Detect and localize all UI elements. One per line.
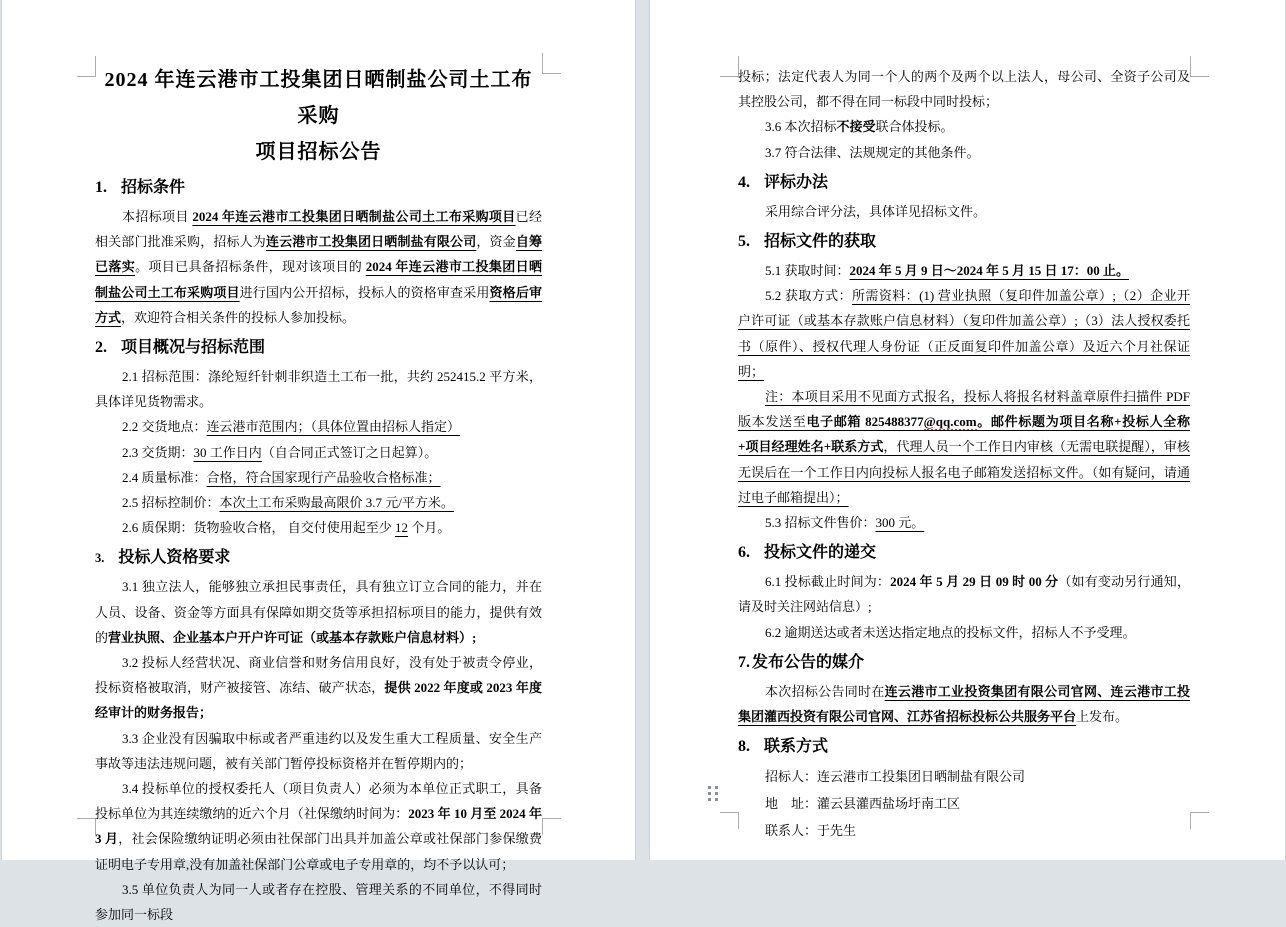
text-run: 电子邮箱 825488377 — [806, 414, 924, 430]
section-number: 6. — [738, 544, 750, 562]
section-number: 4. — [738, 173, 750, 191]
section-number: 2. — [95, 339, 107, 357]
page-1[interactable] — [1, 0, 636, 923]
text-run: 2.5 招标控制价： — [122, 495, 220, 511]
text-run: 2.6 质保期：货物验收合格， 自交付使用起至少 — [122, 520, 396, 536]
text-run: 本招标项目 — [122, 209, 193, 224]
section-heading-2 — [95, 334, 542, 362]
text-run: 上发布。 — [1076, 709, 1129, 725]
text-run: （如有变动另行通知，请及时关注网站信息）; — [738, 574, 1190, 615]
paragraph-3-5 — [95, 877, 542, 927]
text-run: 2024 年 5 月 9 日～2024 年 5 月 15 日 17：00 止。 — [849, 263, 1130, 279]
text-run: 2024 年 5 月 29 日 09 时 00 分 — [890, 574, 1059, 590]
margin-crop-mark — [77, 818, 96, 835]
paragraph-2-1 — [95, 364, 542, 414]
text-run: 3.2 投标人经营状况、商业信誉和财务信用良好，没有处于被责令停业，投标资格被取消，财产被接管、冻结、破产状态， — [95, 655, 542, 696]
text-run: 联系人：于先生 — [765, 823, 857, 839]
text-run: 30 工作日内 — [193, 444, 262, 460]
paragraph-3-2 — [95, 650, 542, 726]
text-run: 注：本项目采用不见面方式报名，投标人将报名材料盖章原件扫描件 PDF 版本发送至 — [738, 389, 1190, 430]
page-2[interactable] — [649, 0, 1286, 860]
drag-grip-icon[interactable] — [708, 786, 718, 801]
text-run: 投标；法定代表人为同一个人的两个及两个以上法人，母公司、全资子公司及其控股公司，都不得在同一标段中同时投标； — [738, 69, 1190, 110]
margin-crop-mark — [77, 56, 96, 77]
paragraph-3-4 — [95, 776, 542, 877]
paragraph-5-3 — [738, 510, 1190, 535]
text-run: 2.1 招标范围：涤纶短纤针刺非织造土工布一批，共约 252415.2 平方米，具体详见货物需求。 — [95, 369, 542, 410]
document-title-line2: 项目招标公告 — [255, 141, 382, 163]
text-run: 5.1 获取时间： — [765, 263, 850, 279]
text-run: 6.1 投标截止时间为： — [765, 574, 891, 590]
text-run: 2.4 质量标准： — [122, 469, 207, 485]
margin-crop-mark — [720, 812, 739, 829]
text-run: ，代理人员一个工作日内审核（无需电联提醒），审核无误后在一个工作日内向投标人报名电子邮箱发送招标文件。（如有疑问，请通过电子邮箱提出）； — [738, 439, 1190, 505]
paragraph-2-5 — [95, 490, 542, 515]
section-title: 招标文件的获取 — [764, 233, 877, 251]
text-run: 进行国内公开招标，投标人的资格审查采用 — [239, 284, 490, 300]
paragraph-5-2 — [738, 283, 1190, 384]
text-run: 自筹已落实 — [95, 234, 542, 275]
paragraph-2-4 — [95, 465, 542, 490]
text-run: 2.2 交货地点： — [122, 419, 207, 435]
section-title: 投标人资格要求 — [118, 549, 231, 567]
text-run: 300 元。 — [875, 515, 925, 531]
paragraph-2-2 — [95, 414, 542, 439]
text-run: 6.2 逾期送达或者未送达指定地点的投标文件，招标人不予受理。 — [765, 624, 1136, 640]
section-number: 8. — [738, 738, 750, 756]
text-run: ，欢迎符合相关条件的投标人参加投标。 — [121, 309, 356, 325]
contact-tenderer — [738, 763, 1190, 790]
text-run: 3.6 本次招标 — [765, 119, 837, 135]
paragraph-2-3 — [95, 440, 542, 465]
paragraph-5-1 — [738, 258, 1190, 283]
text-run: 连云港市工投集团日晒制盐有限公司 — [265, 234, 477, 250]
margin-crop-mark — [1190, 56, 1209, 77]
margin-crop-mark — [542, 818, 561, 835]
text-run: 3.4 投标单位的授权委托人（项目负责人）必须为本单位正式职工，具备投标单位为其连续缴纳的近六个月（社保缴纳时间为： — [95, 781, 542, 822]
text-run: 采用综合评分法，具体详见招标文件。 — [765, 203, 987, 219]
section-title: 项目概况与招标范围 — [121, 339, 266, 357]
text-run: 本次土工布采购最高限价 3.7 元/平方米。 — [219, 495, 454, 511]
text-run: 连云港市范围内；（具体位置由招标人指定） — [206, 419, 461, 435]
paragraph-2-6 — [95, 515, 542, 540]
section-heading-6 — [738, 539, 1190, 567]
text-run: 资格后审方式 — [95, 284, 542, 325]
text-run: 地 址：灌云县灌西盐场圩南工区 — [765, 796, 961, 812]
text-run: 2024 年连云港市工投集团日晒制盐公司土工布采购项目 — [95, 259, 542, 300]
margin-crop-mark — [1190, 812, 1209, 829]
document-title-line1: 2024 年连云港市工投集团日晒制盐公司土工布采购 — [104, 69, 533, 127]
text-run: 2023 年 10 月至 2024 年 3 月 — [95, 806, 542, 847]
text-run: 5.2 获取方式： — [765, 288, 853, 304]
section-title: 投标文件的递交 — [764, 544, 877, 562]
text-run: 个月。 — [408, 520, 451, 536]
margin-crop-mark — [542, 53, 561, 74]
paragraph-3-1 — [95, 574, 542, 650]
section-number: 7. — [738, 653, 750, 671]
text-run: 本次招标公告同时在 — [765, 683, 885, 699]
text-run: 5.3 招标文件售价： — [765, 515, 876, 531]
text-run: 2.3 交货期： — [122, 444, 194, 460]
text-run: 连云港市工业投资集团有限公司官网、连云港市工投集团灌西投资有限公司官网、江苏省招标投标公共服务平台 — [738, 683, 1190, 725]
margin-crop-mark — [720, 56, 739, 77]
section-number: 5. — [738, 233, 750, 251]
text-run: 营业执照、企业基本户开户许可证（或基本存款账户信息材料）; — [108, 629, 477, 645]
text-run: 3.7 符合法律、法规规定的其他条件。 — [765, 144, 980, 160]
section-title: 评标办法 — [764, 173, 829, 191]
section-heading-8 — [738, 733, 1190, 761]
text-run: 所需资料：(1) 营业执照（复印件加盖公章）;（2）企业开户许可证（或基本存款账户信息材料）（复印件加盖公章）;（3）法人授权委托书（原件）、授权代理人身份证（正反面复印件加盖公章）及近六个月社保证明； — [738, 288, 1190, 379]
paragraph-1-1 — [95, 204, 542, 330]
paragraph-7-1 — [738, 679, 1190, 729]
text-run: 。邮件标题为项目名称+投标人全称+项目经理姓名+联系方式 — [738, 414, 1190, 455]
text-run: 2024 年连云港市工投集团日晒制盐公司土工布采购项目 — [192, 209, 516, 224]
text-run: 合格，符合国家现行产品验收合格标准； — [206, 469, 441, 485]
text-run: （自合同正式签订之日起算）。 — [261, 444, 438, 460]
section-title: 招标条件 — [121, 179, 186, 196]
text-run: 12 — [395, 520, 409, 536]
text-run: 不接受 — [836, 119, 876, 135]
text-run: ，社会保险缴纳证明必须由社保部门出具并加盖公章或社保部门参保缴费证明电子专用章,没有加盖社保部门公章或电子专用章的，均不予以认可； — [95, 831, 542, 872]
text-run: @qq.com — [923, 414, 977, 430]
text-run: 已经相关部门批准采购，招标人为 — [95, 209, 542, 250]
paragraph-6-1 — [738, 569, 1190, 619]
text-run: 提供 2022 年度或 2023 年度经审计的财务报告； — [95, 680, 542, 721]
section-title: 发布公告的媒介 — [752, 653, 865, 671]
contact-person — [738, 817, 1190, 844]
text-run: 联合体投标。 — [875, 119, 954, 135]
paragraph-6-2 — [738, 620, 1190, 645]
paragraph-3-6 — [738, 114, 1190, 139]
section-heading-7 — [738, 649, 1190, 677]
text-run: 3.5 单位负责人为同一人或者存在控股、管理关系的不同单位，不得同时参加同一标段 — [95, 881, 542, 923]
text-run: 招标人：连云港市工投集团日晒制盐有限公司 — [765, 769, 1026, 785]
paragraph-4-1 — [738, 199, 1190, 224]
section-heading-3 — [95, 544, 542, 572]
text-run: 。项目已具备招标条件，现对该项目的 — [135, 259, 366, 275]
paragraph-3-5-continued — [738, 64, 1190, 114]
section-heading-1 — [95, 174, 542, 202]
section-number: 3. — [95, 551, 105, 566]
paragraph-3-7 — [738, 140, 1190, 165]
paragraph-3-3 — [95, 726, 542, 776]
contact-address — [738, 790, 1190, 817]
text-run: 3.1 独立法人，能够独立承担民事责任，具有独立订立合同的能力，并在人员、设备、资金等方面具有保障如期交货等承担招标项目的能力，提供有效的 — [95, 579, 542, 645]
section-number: 1. — [95, 179, 107, 196]
text-run: 3.3 企业没有因骗取中标或者严重违约以及发生重大工程质量、安全生产事故等违法违规问题，被有关部门暂停投标资格并在暂停期内的； — [95, 730, 542, 771]
document-title — [95, 62, 542, 170]
section-title: 联系方式 — [764, 738, 829, 756]
text-run: ，资金 — [476, 234, 516, 250]
section-heading-5 — [738, 228, 1190, 256]
paragraph-5-note — [738, 384, 1190, 510]
section-heading-4 — [738, 169, 1190, 197]
